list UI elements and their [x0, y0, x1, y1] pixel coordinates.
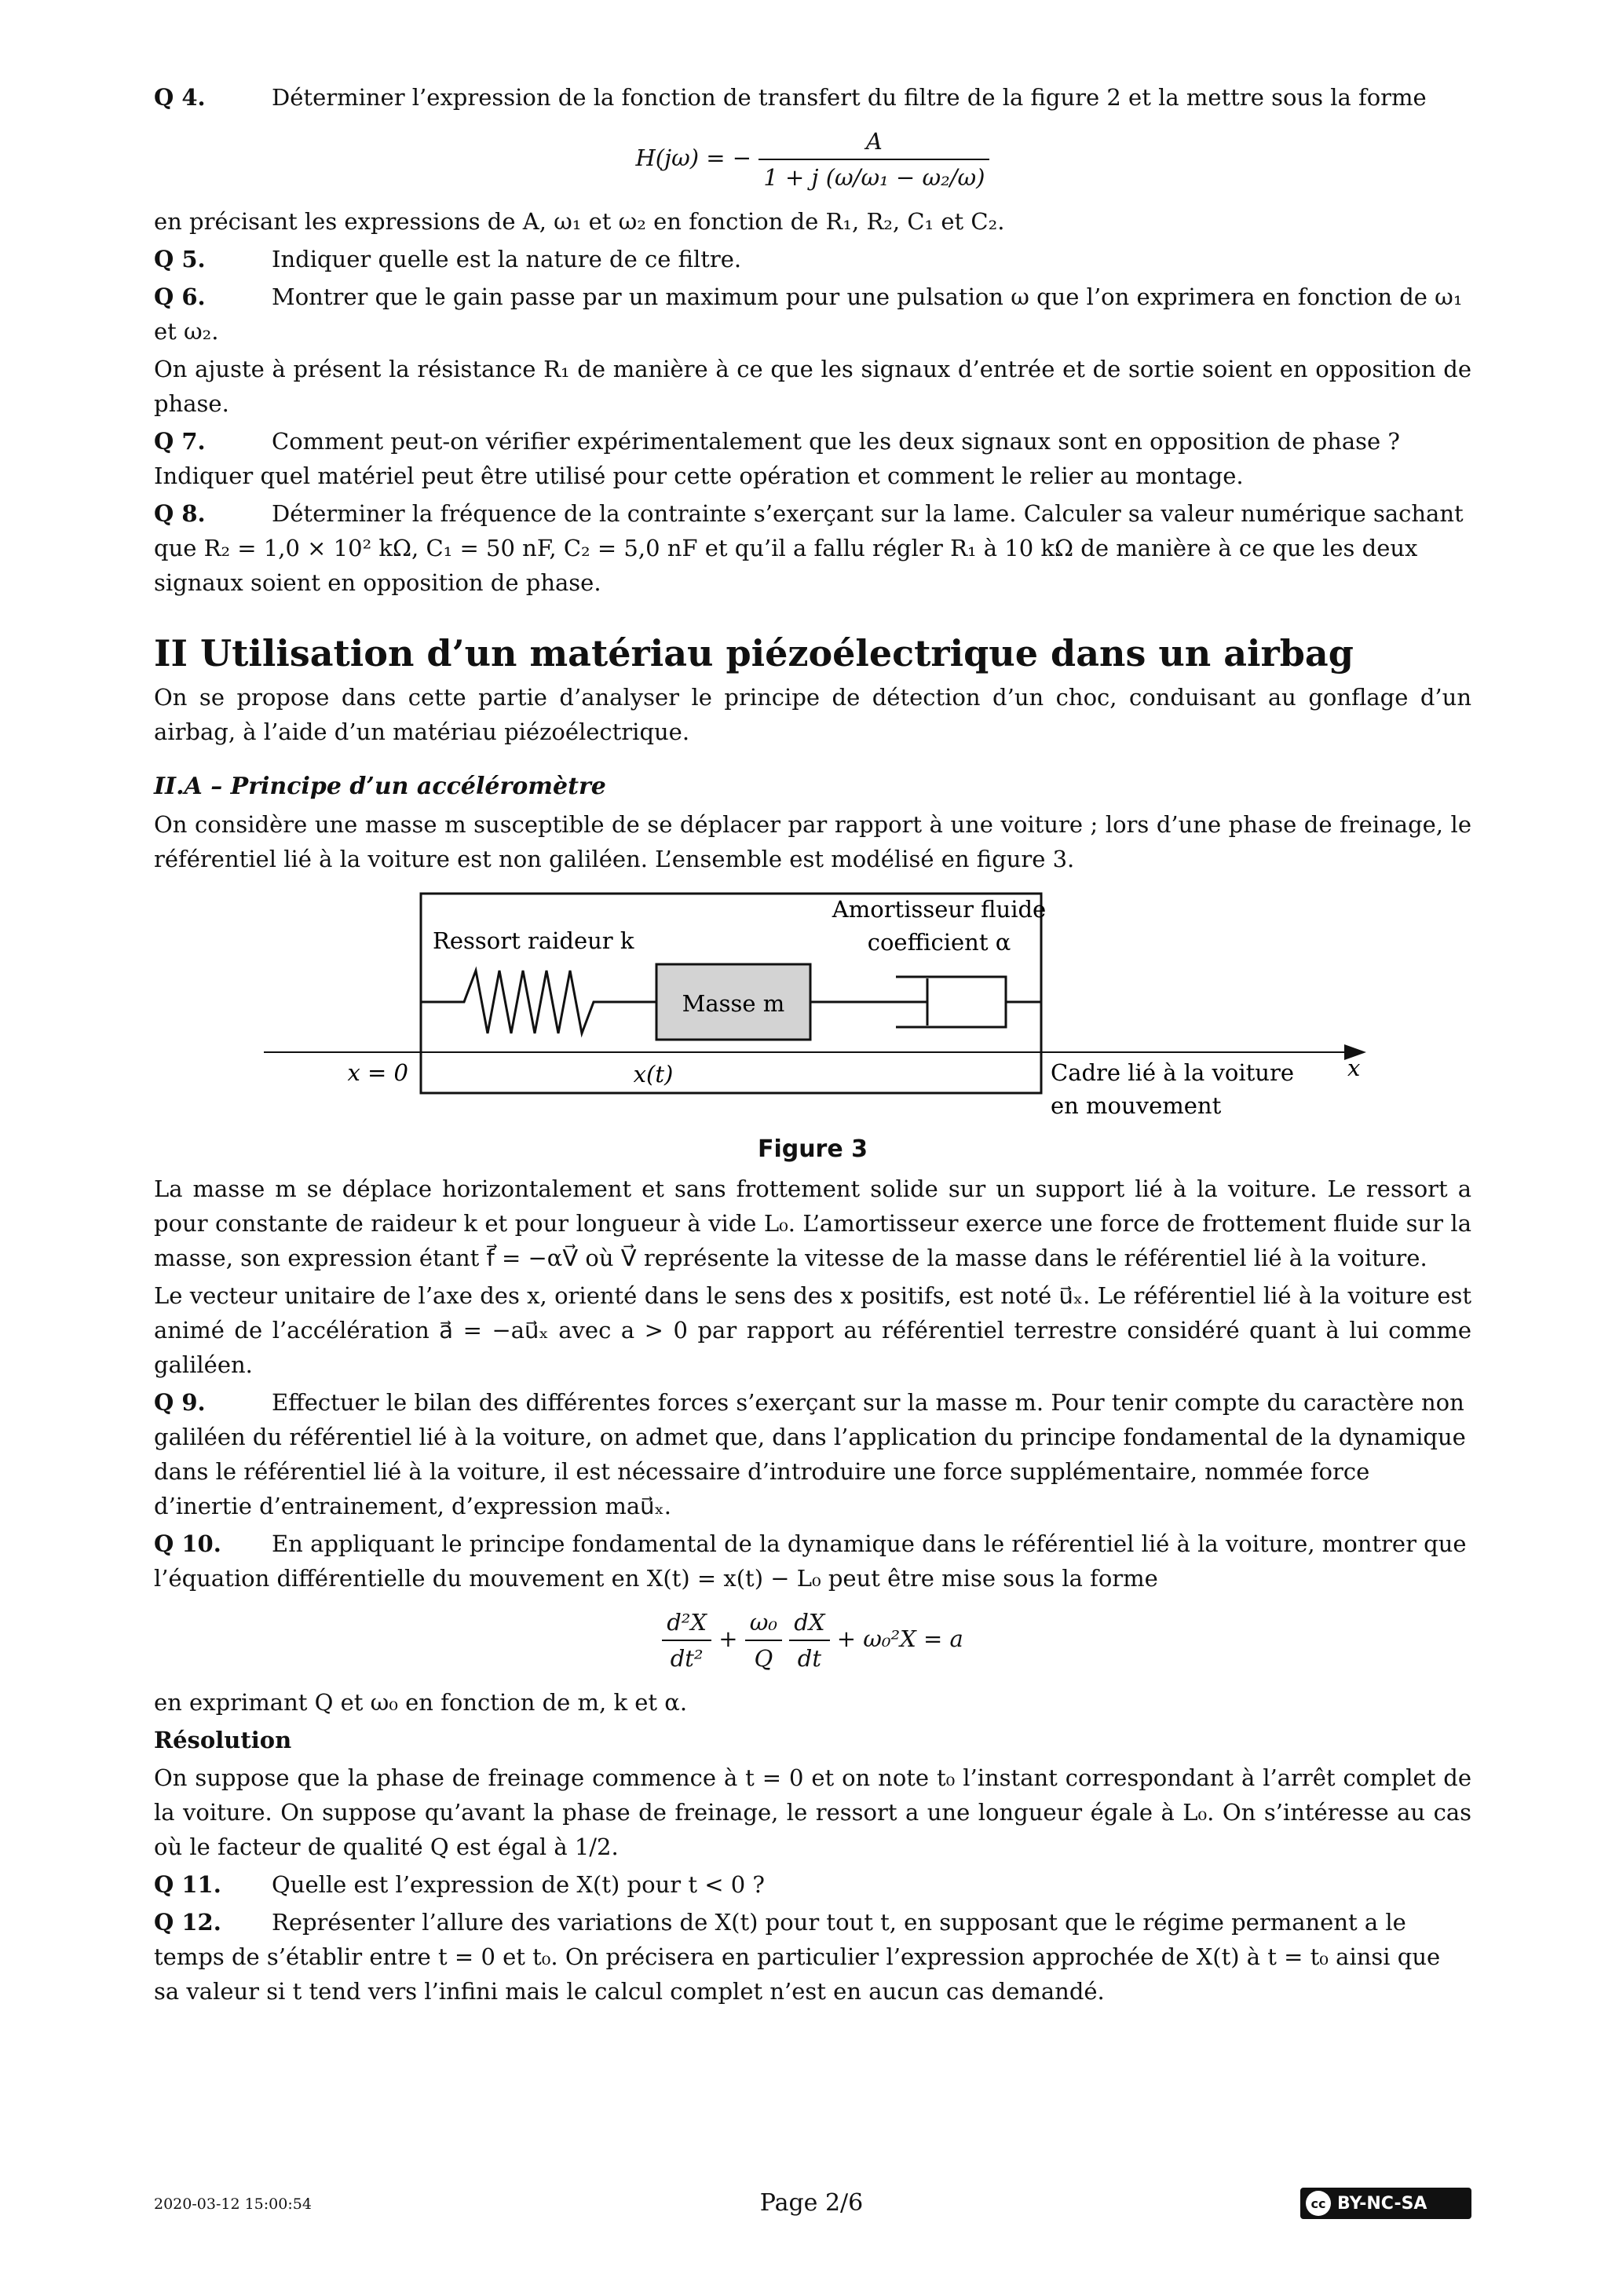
paragraph-mass: La masse m se déplace horizontalement et sans frottement solide sur un support lié à la voiture. Le ressort a pour constante de raideur k et pour longueur à vide L₀. L’amortisseur exerce une force de frottement fluide sur la masse, son expression étant f⃗ = −αV⃗ où V⃗ représente la vitesse de la masse dans le référentiel lié à la voiture.: [154, 1175, 1471, 1271]
q-label: Q 5.: [154, 246, 206, 272]
equation-differential: [154, 1605, 1471, 1676]
q-text: Effectuer le bilan des différentes forces s’exerçant sur la masse m. Pour tenir compte du caractère non galiléen du référentiel lié à la voiture, on admet que, dans l’application du principe fondamental de la dynamique dans le référentiel lié à la voiture, il est nécessaire d’introduire une force supplémentaire, nommée force d’inertie d’entrainement, d’expression mau⃗ₓ.: [154, 1389, 1466, 1519]
eq-fraction-1: [662, 1605, 711, 1676]
q4-continuation: en précisant les expressions de A, ω₁ et ω₂ en fonction de R₁, R₂, C₁ et C₂.: [154, 208, 1005, 235]
license-text: BY-NC-SA: [1337, 2193, 1427, 2214]
resolution-text: On suppose que la phase de freinage commence à t = 0 et on note t₀ l’instant correspondant à l’arrêt complet de la voiture. On suppose qu’avant la phase de freinage, le ressort a une longueur égale à L₀. On s’intéresse au cas où le facteur de qualité Q est égal à 1/2.: [154, 1764, 1471, 1860]
section-intro: On se propose dans cette partie d’analyser le principe de détection d’un choc, conduisant au gonflage d’un airbag, à l’aide d’un matériau piézoélectrique.: [154, 684, 1471, 745]
question-10: [154, 1526, 1471, 1596]
spring: [421, 971, 656, 1033]
subsection-text: On considère une masse m susceptible de se déplacer par rapport à une voiture ; lors d’une phase de freinage, le référentiel lié à la voiture est non galiléen. L’ensemble est modélisé en figure 3.: [154, 811, 1471, 872]
cc-icon: cc: [1306, 2191, 1331, 2216]
equation-transfer: [154, 124, 1471, 195]
eq-plus: +: [718, 1625, 738, 1652]
q-text: Comment peut-on vérifier expérimentalement que les deux signaux sont en opposition de phase ? Indiquer quel matériel peut être utilisé pour cette opération et comment le relier au montage.: [154, 428, 1400, 489]
damper-label-1: Amortisseur fluide: [832, 896, 1047, 923]
x0-label: x = 0: [347, 1059, 408, 1086]
figure-caption: Figure 3: [757, 1135, 868, 1163]
question-9: [154, 1385, 1471, 1523]
mass-label: Masse m: [682, 990, 785, 1017]
q-text: Montrer que le gain passe par un maximum pour une pulsation ω que l’on exprimera en fonction de ω₁ et ω₂.: [154, 283, 1463, 345]
eq-fraction-2: [745, 1605, 782, 1676]
question-11: [154, 1867, 1471, 1902]
eq-num-2: ω₀: [745, 1605, 782, 1641]
q-label: Q 8.: [154, 500, 206, 527]
q-label: Q 12.: [154, 1909, 221, 1936]
subsection-title: II.A – Principe d’un accéléromètre: [154, 773, 606, 800]
q-label: Q 9.: [154, 1389, 206, 1416]
paragraph-r1: On ajuste à présent la résistance R₁ de manière à ce que les signaux d’entrée et de sortie soient en opposition de phase.: [154, 356, 1471, 417]
q-text: Déterminer la fréquence de la contrainte s’exerçant sur la lame. Calculer sa valeur numérique sachant que R₂ = 1,0 × 10² kΩ, C₁ = 50 nF, C₂ = 5,0 nF et qu’il a fallu régler R₁ à 10 kΩ de manière à ce que les deux signaux soient en opposition de phase.: [154, 500, 1464, 596]
q-label: Q 11.: [154, 1871, 221, 1898]
q-text: Représenter l’allure des variations de X(t) pour tout t, en supposant que le régime permanent a le temps de s’établir entre t = 0 et t₀. On précisera en particulier l’expression approchée de X(t) à t = t₀ ainsi que sa valeur si t tend vers l’infini mais le calcul complet n’est en aucun cas demandé.: [154, 1909, 1441, 2005]
resolution-title: Résolution: [154, 1727, 292, 1753]
q-text: Quelle est l’expression de X(t) pour t < 0 ?: [272, 1871, 765, 1898]
q-label: Q 6.: [154, 283, 206, 310]
eq-den-2: Q: [754, 1645, 773, 1672]
damper-label-2: coefficient α: [867, 929, 1011, 956]
cc-license-badge: [1300, 2188, 1471, 2219]
xt-label: x(t): [633, 1061, 674, 1088]
question-12: [154, 1905, 1471, 2009]
eq-num-3: dX: [789, 1605, 829, 1641]
frame-label-2: en mouvement: [1051, 1092, 1222, 1119]
figure-3: [154, 884, 1471, 1167]
eq-denominator: 1 + j (ω/ω₁ − ω₂/ω): [763, 164, 985, 191]
frame-label-1: Cadre lié à la voiture: [1051, 1059, 1294, 1086]
q-label: Q 7.: [154, 428, 206, 455]
question-8: [154, 496, 1471, 600]
section-title: II Utilisation d’un matériau piézoélectrique dans un airbag: [154, 632, 1354, 675]
figure-3-diagram: [154, 884, 1471, 1120]
eq-numerator: A: [758, 124, 989, 160]
eq-fraction: [758, 124, 989, 195]
eq-num-1: d²X: [662, 1605, 711, 1641]
question-7: [154, 424, 1471, 493]
document-body: [154, 77, 1471, 2012]
q-text: En appliquant le principe fondamental de la dynamique dans le référentiel lié à la voiture, montrer que l’équation différentielle du mouvement en X(t) = x(t) − L₀ peut être mise sous la forme: [154, 1530, 1467, 1592]
q-text: Indiquer quelle est la nature de ce filtre.: [272, 246, 742, 272]
axis-label: x: [1347, 1055, 1361, 1081]
footer-date: 2020-03-12 15:00:54: [154, 2195, 312, 2213]
eq-den-1: dt²: [670, 1645, 704, 1672]
question-6: [154, 280, 1471, 349]
eq-fraction-3: [789, 1605, 829, 1676]
eq-den-3: dt: [797, 1645, 821, 1672]
spring-label: Ressort raideur k: [433, 927, 634, 954]
page-number: Page 2/6: [759, 2189, 864, 2217]
q10-continuation: en exprimant Q et ω₀ en fonction de m, k et α.: [154, 1689, 688, 1716]
question-4: [154, 80, 1471, 115]
question-5: [154, 242, 1471, 276]
eq-lhs: H(jω) = −: [635, 144, 752, 171]
q-text: Déterminer l’expression de la fonction de transfert du filtre de la figure 2 et la mettre sous la forme: [272, 84, 1427, 111]
eq-rest: + ω₀²X = a: [836, 1625, 963, 1652]
q-label: Q 10.: [154, 1530, 221, 1557]
q-label: Q 4.: [154, 84, 206, 111]
paragraph-frame: Le vecteur unitaire de l’axe des x, orienté dans le sens des x positifs, est noté u⃗ₓ. Le référentiel lié à la voiture est animé de l’accélération a⃗ = −au⃗ₓ avec a > 0 par rapport au référentiel terrestre considéré quant à lui comme galiléen.: [154, 1282, 1471, 1378]
